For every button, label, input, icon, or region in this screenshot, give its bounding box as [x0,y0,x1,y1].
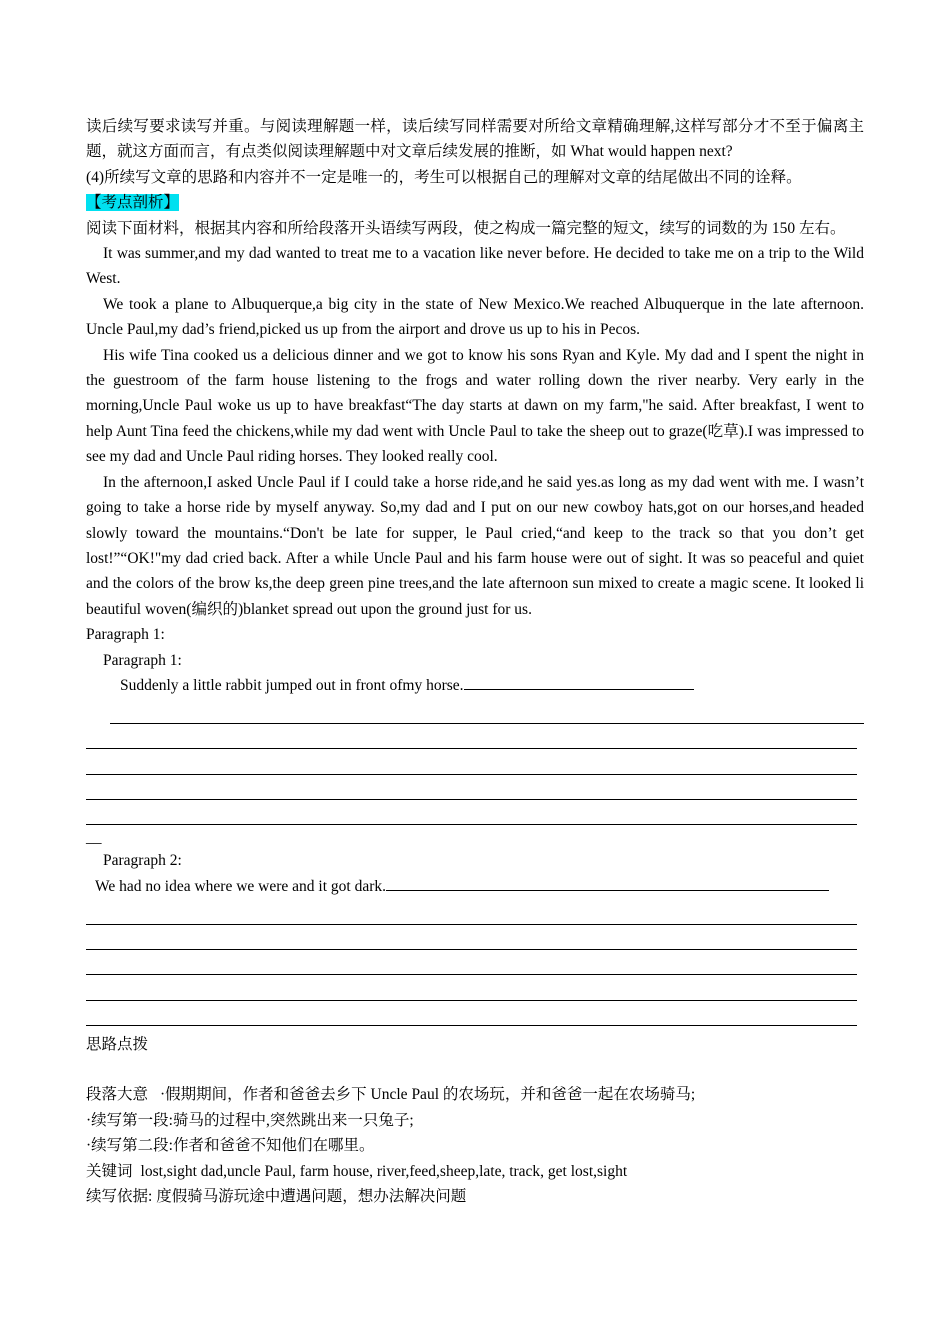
writing-line[interactable] [86,1025,857,1026]
writing-line[interactable] [86,974,857,975]
paragraph-summary [86,1082,864,1107]
spacer [86,1057,864,1082]
section-title: 【考点剖析】 [86,194,180,212]
summary-text: ·假期期间，作者和爸爸去乡下 Uncle Paul 的农场玩，并和爸爸一起在农场骑马; [160,1086,696,1104]
paragraph-2-opening-sentence: We had no idea where we were and it got dark. [95,877,386,895]
continuation-point-2: ·续写第二段:作者和爸爸不知他们在哪里。 [86,1137,375,1155]
intro-point-4: (4)所续写文章的思路和内容并不一定是唯一的，考生可以根据自己的理解对文章的结尾做出不同的诠释。 [86,168,802,186]
story-paragraph-4-tail: Paragraph 1: [86,626,165,644]
story-paragraph-4: In the afternoon,I asked Uncle Paul if I could take a horse ride,and he said yes.as long as my dad went with me. I wasn’t going to take a horse ride by myself anyway. So,my dad and I put on our new cowboy hats,got on our horses,and headed slowly toward the mountains.“Don't be late for supper, le Paul cried,“and keep to the track so that you don’t get lost!”“OK!"my dad cried back. After a while Uncle Paul and his farm house were out of sight. It was so peaceful and quiet and the colors of the brow ks,the deep green pine trees,and the late afternoon sun mixed to create a magic scene. It looked li beautiful woven(编织的)blanket spread out upon the ground just for us. [86,473,864,618]
basis-text: 度假骑马游玩途中遭遇问题，想办法解决问题 [156,1188,467,1206]
section-heading [86,190,864,215]
summary-label: 段落大意 [86,1086,149,1104]
paragraph-2-writing-lines[interactable] [86,924,864,1027]
story-paragraph-2: We took a plane to Albuquerque,a big city in the state of New Mexico.We reached Albuquerque in the late afternoon. Uncle Paul,my dad’s friend,picked us up from the airport and drove us up to his in Pecos. [86,295,864,339]
basis-line [86,1184,864,1209]
paragraph-2-label: Paragraph 2: [103,852,182,870]
writing-line[interactable] [86,924,857,925]
paragraph-2-prompt [86,874,864,899]
writing-line[interactable] [86,799,857,800]
keywords-line [86,1159,864,1184]
writing-line[interactable] [110,723,864,724]
writing-line[interactable] [86,824,857,825]
paragraph-1-opening-sentence: Suddenly a little rabbit jumped out in front ofmy horse. [120,676,464,694]
writing-line[interactable] [86,774,857,775]
paragraph-1-line-end: __ [86,829,102,847]
writing-line[interactable] [86,949,857,950]
writing-line[interactable] [86,748,857,749]
document-page [86,114,864,1210]
paragraph-1-label: Paragraph 1: [103,651,182,669]
intro-paragraph: 读后续写要求读写并重。与阅读理解题一样，读后续写同样需要对所给文章精确理解,这样写部分才不至于偏离主题，就这方面而言，有点类似阅读理解题中对文章后续发展的推断，如 What would happen next? [86,118,864,161]
continuation-point-1: ·续写第一段:骑马的过程中,突然跳出来一只兔子; [86,1111,414,1129]
task-instruction: 阅读下面材料，根据其内容和所给段落开头语续写两段，使之构成一篇完整的短文，续写的词数的为 150 左右。 [86,219,846,237]
paragraph-1-writing-lines[interactable] [86,723,864,826]
story-paragraph-3: His wife Tina cooked us a delicious dinner and we got to know his sons Ryan and Kyle. My dad and I spent the night in the guestroom of the farm house listening to the frogs and water rolling down the river nearby. Very early in the morning,Uncle Paul woke us up to have breakfast“The day starts at dawn on my farm,"he said. After breakfast, I went to help Aunt Tina feed the chickens,while my dad went with Uncle Paul to take the sheep out to graze(吃草).I was impressed to see my dad and Uncle Paul riding horses. They looked really cool. [86,346,864,466]
paragraph-2-inline-blank[interactable] [386,876,829,891]
paragraph-1-prompt [86,673,864,698]
writing-line[interactable] [86,1000,857,1001]
keywords-label: 关键词 [86,1162,133,1180]
analysis-title: 思路点拨 [86,1036,149,1054]
keywords-text: lost,sight dad,uncle Paul, farm house, river,feed,sheep,late, track, get lost,sight [140,1162,628,1180]
basis-label: 续写依据: [86,1188,153,1206]
paragraph-1-inline-blank[interactable] [464,675,694,690]
story-paragraph-1: It was summer,and my dad wanted to treat me to a vacation like never before. He decided to take me on a trip to the Wild West. [86,245,864,288]
